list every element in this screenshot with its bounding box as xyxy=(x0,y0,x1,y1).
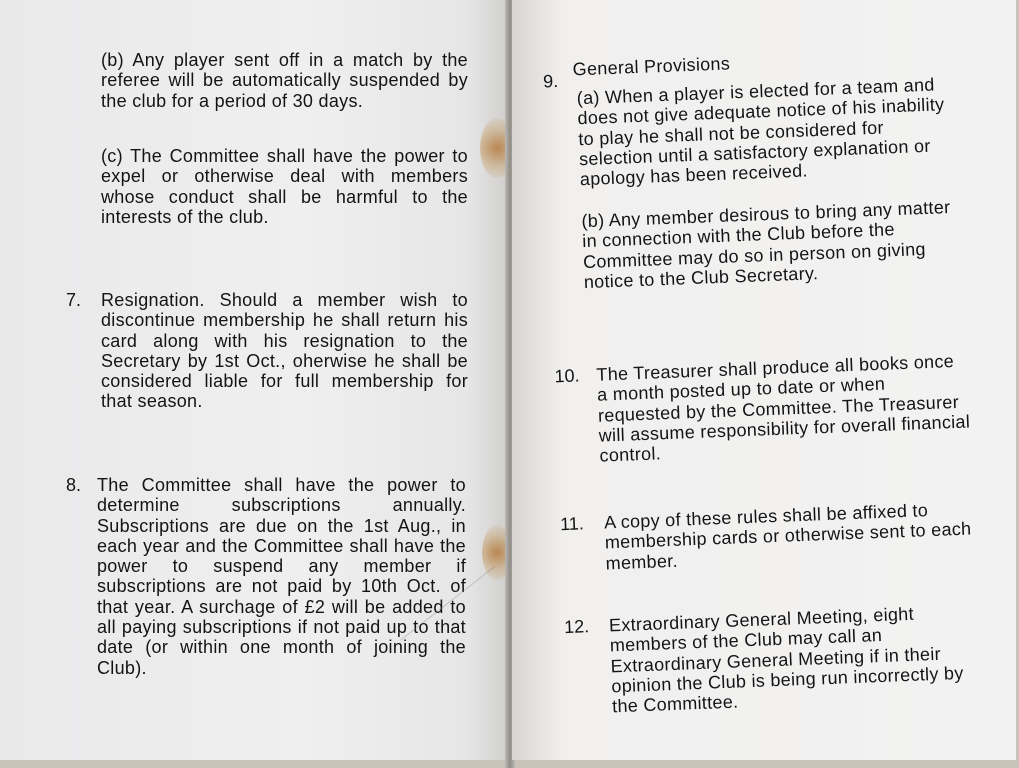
rule-8-number: 8. xyxy=(66,475,82,495)
clause-6c: (c) The Committee shall have the power to expel or otherwise deal with members whose conduct shall be harmful to the interests of the club. xyxy=(101,146,468,227)
rule-12-text: Extraordinary General Meeting, eight members of the Club may call an Extraordinary General Meeting if in their opinion the Club is being run incorrectly by the Committee. xyxy=(608,603,964,717)
right-page-text-block xyxy=(530,0,1016,759)
rule-9-heading: General Provisions xyxy=(572,53,731,80)
left-page xyxy=(0,0,508,760)
rule-7-number: 7. xyxy=(66,290,82,310)
rule-8-text: The Committee shall have the power to determine subscriptions annually. Subscriptions are due on the 1st Aug., in each year and the Committee shall have the power to suspend any member if subscriptions are not paid by 10th Oct. of that year. A surchage of £2 will be added to all paying subscriptions if not paid up to that date (or within one month of joining the Club). xyxy=(97,475,466,678)
rule-9a: (a) When a player is elected for a team and does not give adequate notice of his inability to play he shall not be considered for selection until a satisfactory explanation or apology has been received. xyxy=(576,74,945,190)
rule-11-text: A copy of these rules shall be affixed to membership cards or otherwise sent to each member. xyxy=(603,500,972,574)
rule-10-text: The Treasurer shall produce all books once a month posted up to date or when requested by the Committee. The Treasurer will assume responsibility for overall financial control. xyxy=(596,350,971,466)
rule-9-number: 9. xyxy=(542,70,559,92)
rule-10-number: 10. xyxy=(554,365,580,387)
clause-6b: (b) Any player sent off in a match by the referee will be automatically suspended by the club for a period of 30 days. xyxy=(101,50,468,111)
water-stain xyxy=(480,118,508,178)
right-page xyxy=(512,0,1016,760)
rule-12-number: 12. xyxy=(563,616,590,638)
rule-7-text: Resignation. Should a member wish to discontinue membership he shall return his card along with his resignation to the Secretary by 1st Oct., oherwise he shall be considered liable for full membership for that season. xyxy=(101,290,468,412)
rule-11-number: 11. xyxy=(559,513,585,535)
rule-9b: (b) Any member desirous to bring any matter in connection with the Club before the Committee may do so in person on giving notice to the Club Secretary. xyxy=(581,197,951,293)
